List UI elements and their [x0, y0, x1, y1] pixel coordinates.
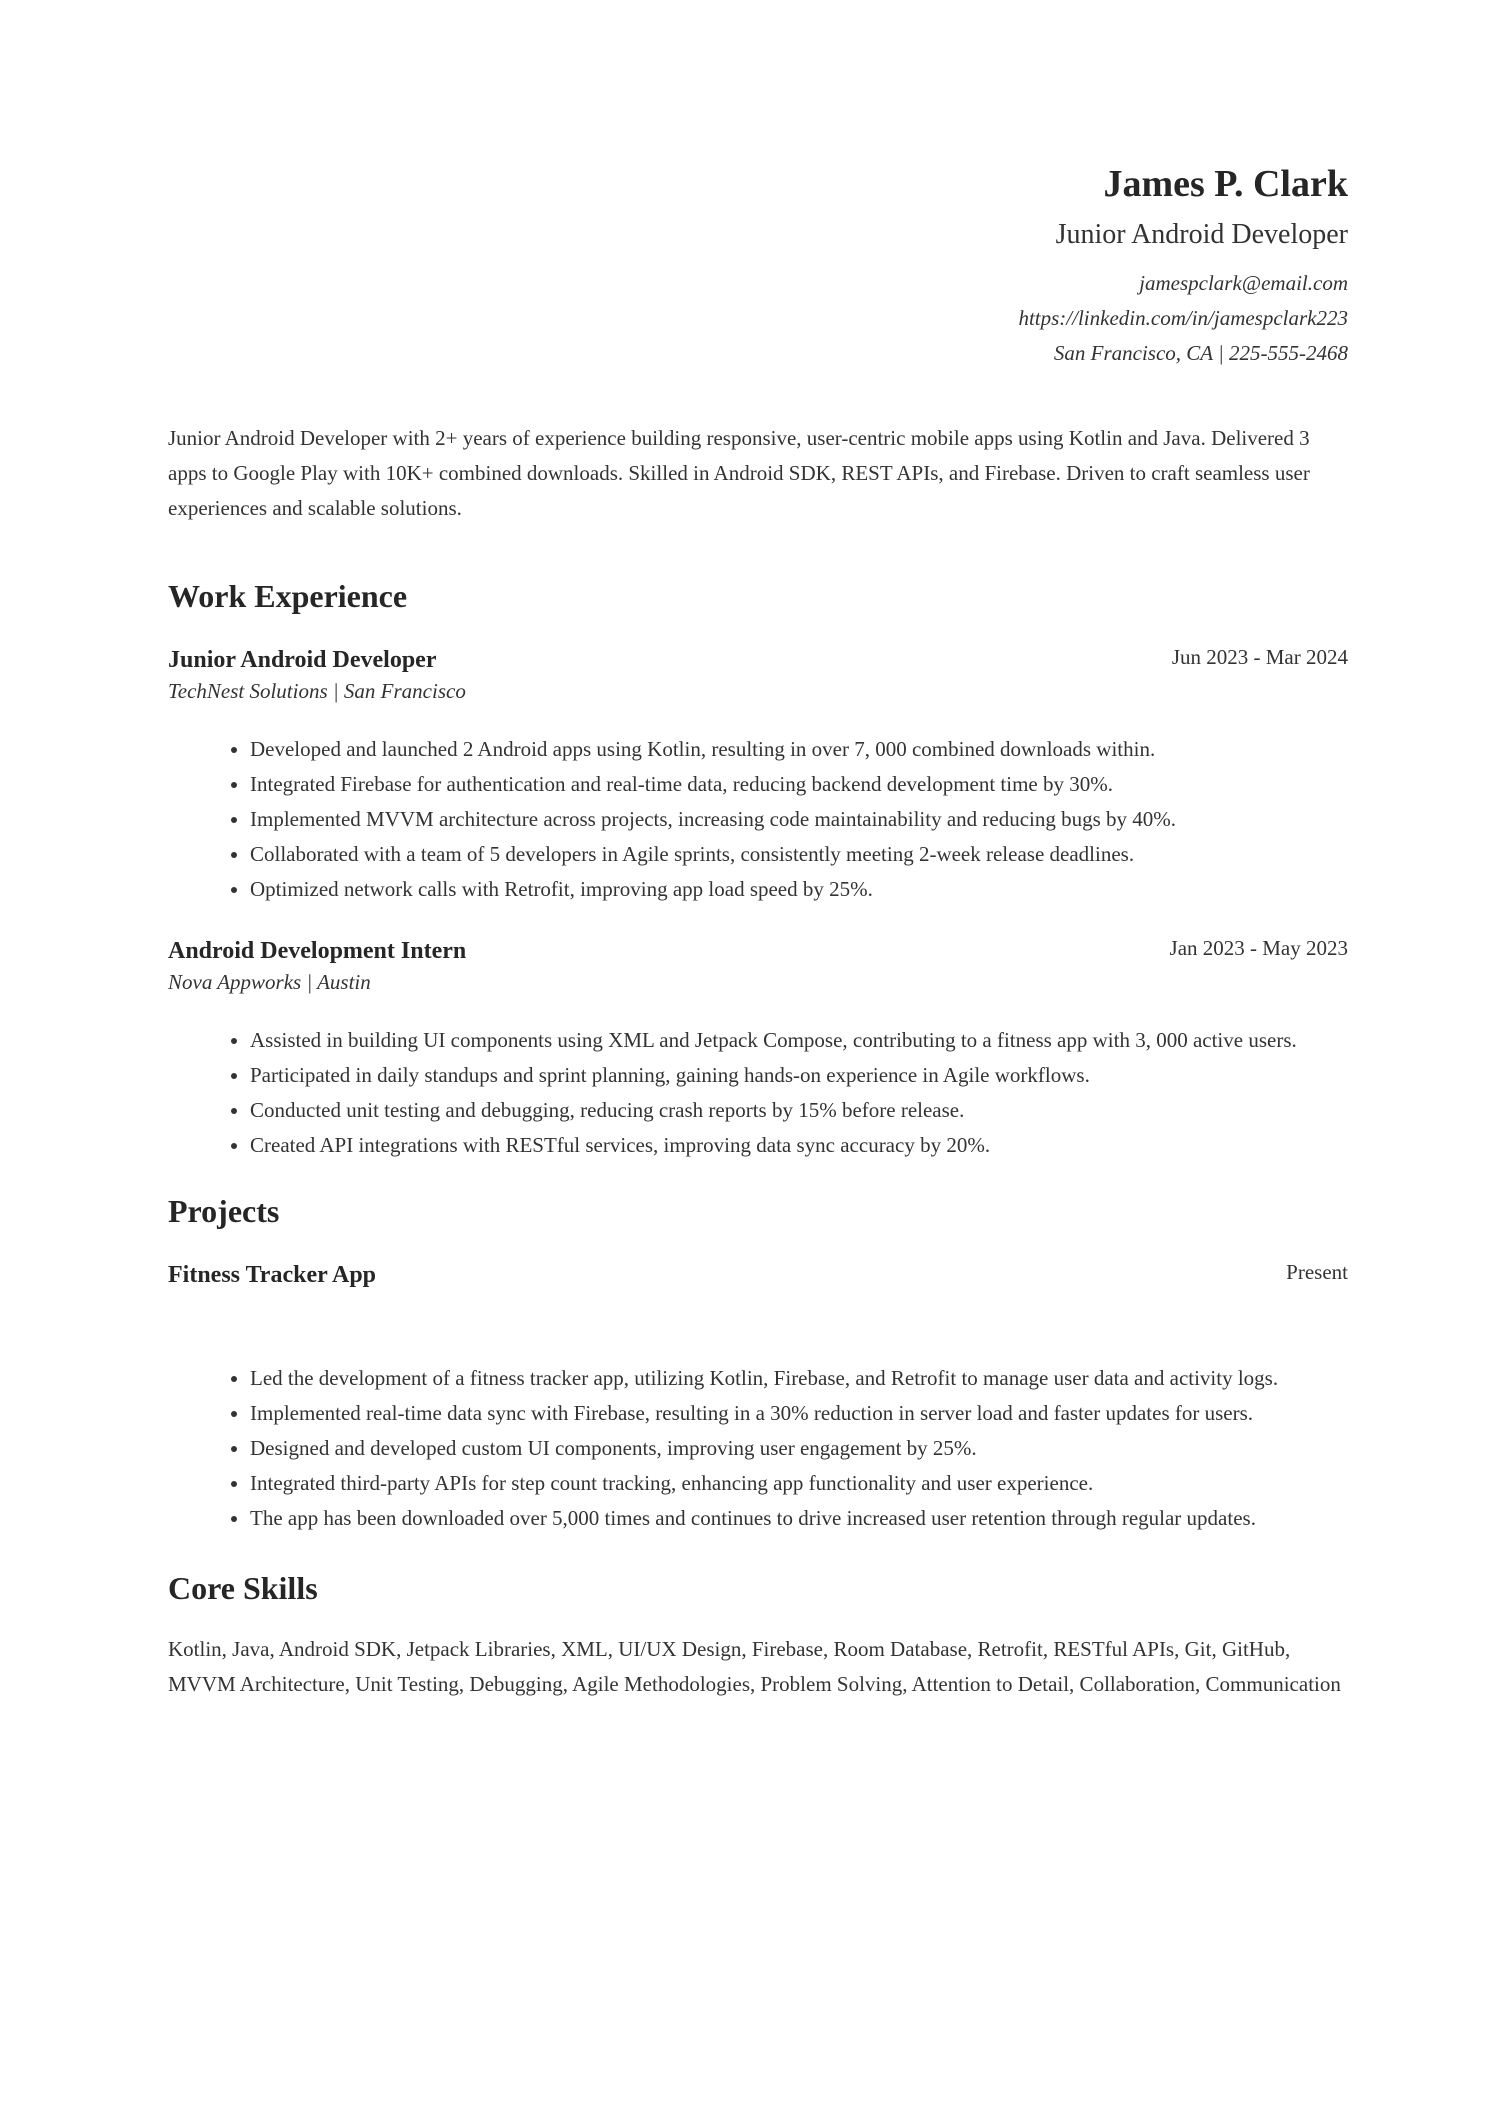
project-header [168, 1259, 1348, 1291]
contact-location-phone: San Francisco, CA | 225-555-2468 [1053, 341, 1348, 365]
work-experience-heading: Work Experience [168, 578, 408, 614]
job-header [168, 644, 1348, 676]
project-bullet: • Implemented real-time data sync with Firebase, resulting in a 30% reduction in server load and faster updates for users. [250, 1396, 1348, 1431]
project-bullet: • The app has been downloaded over 5,000 times and continues to drive increased user retention through regular updates. [250, 1501, 1348, 1536]
job-bullet: • Developed and launched 2 Android apps using Kotlin, resulting in over 7, 000 combined downloads within. [250, 732, 1348, 767]
job-bullet: • Integrated Firebase for authentication and real-time data, reducing backend development time by 30%. [250, 767, 1348, 802]
contact-email[interactable]: jamespclark@email.com [1139, 271, 1348, 295]
job-header [168, 935, 1348, 967]
job-bullet: • Participated in daily standups and sprint planning, gaining hands-on experience in Agile workflows. [250, 1058, 1348, 1093]
project-entry [168, 1259, 1348, 1536]
job-organization: Nova Appworks | Austin [168, 970, 371, 994]
job-entry [168, 935, 1348, 1163]
core-skills-list: Kotlin, Java, Android SDK, Jetpack Libraries, XML, UI/UX Design, Firebase, Room Database, Retrofit, RESTful APIs, Git, GitHub, MVVM Architecture, Unit Testing, Debugging, Agile Methodologies, Problem Solving, Attention to Detail, Collaboration, Communication [168, 1637, 1341, 1696]
resume-header [168, 160, 1348, 371]
job-title: Android Development Intern [168, 938, 467, 964]
job-bullet: • Conducted unit testing and debugging, reducing crash reports by 15% before release. [250, 1093, 1348, 1128]
project-bullet: • Integrated third-party APIs for step count tracking, enhancing app functionality and user experience. [250, 1466, 1348, 1501]
job-bullet-list [168, 732, 1348, 907]
job-bullet: • Implemented MVVM architecture across projects, increasing code maintainability and reducing bugs by 40%. [250, 802, 1348, 837]
job-bullet-list [168, 1023, 1348, 1163]
professional-summary: Junior Android Developer with 2+ years of experience building responsive, user-centric mobile apps using Kotlin and Java. Delivered 3 apps to Google Play with 10K+ combined downloads. Skilled in Android SDK, REST APIs, and Firebase. Driven to craft seamless user experiences and scalable solutions. [168, 426, 1310, 520]
project-bullet: • Designed and developed custom UI components, improving user engagement by 25%. [250, 1431, 1348, 1466]
job-entry [168, 644, 1348, 907]
candidate-name: James P. Clark [1103, 163, 1348, 205]
job-bullet: • Assisted in building UI components using XML and Jetpack Compose, contributing to a fitness app with 3, 000 active users. [250, 1023, 1348, 1058]
job-bullet: • Created API integrations with RESTful services, improving data sync accuracy by 20%. [250, 1128, 1348, 1163]
project-bullet: • Led the development of a fitness tracker app, utilizing Kotlin, Firebase, and Retrofit to manage user data and activity logs. [250, 1361, 1348, 1396]
job-bullet: • Collaborated with a team of 5 developers in Agile sprints, consistently meeting 2-week release deadlines. [250, 837, 1348, 872]
job-dates: Jan 2023 - May 2023 [1169, 936, 1348, 960]
job-bullet: • Optimized network calls with Retrofit, improving app load speed by 25%. [250, 872, 1348, 907]
project-dates: Present [1286, 1260, 1348, 1284]
project-title: Fitness Tracker App [168, 1262, 377, 1288]
project-bullet-list [168, 1361, 1348, 1536]
job-dates: Jun 2023 - Mar 2024 [1171, 645, 1348, 669]
job-organization: TechNest Solutions | San Francisco [168, 679, 466, 703]
projects-heading: Projects [168, 1193, 280, 1229]
contact-linkedin[interactable]: https://linkedin.com/in/jamespclark223 [1018, 306, 1348, 330]
job-title: Junior Android Developer [168, 647, 437, 673]
candidate-title: Junior Android Developer [1055, 219, 1348, 250]
core-skills-heading: Core Skills [168, 1570, 318, 1606]
